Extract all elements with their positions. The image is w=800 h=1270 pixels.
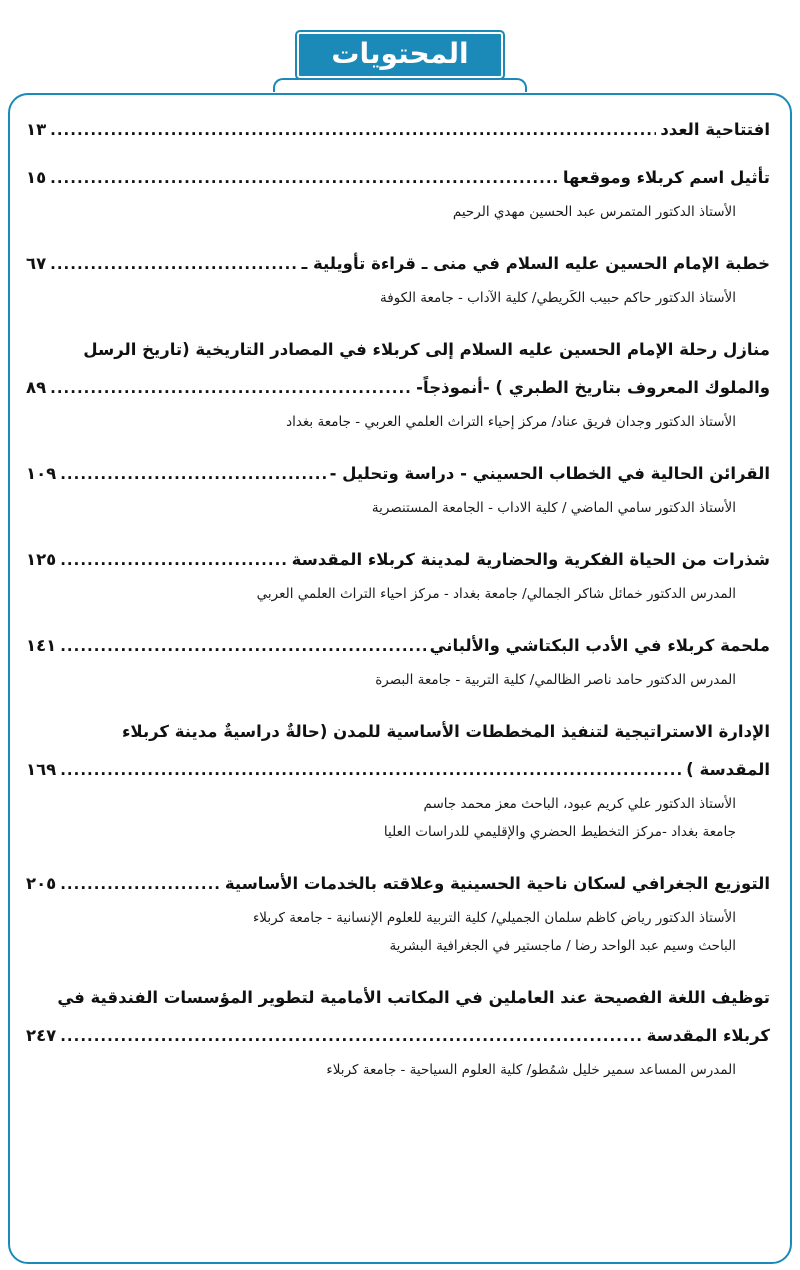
dot-leader [60,1022,642,1050]
dot-leader [60,460,325,488]
toc-entry-title-continued: والملوك المعروف بتاريخ الطبري ) -أنموذجاً- [416,378,770,397]
toc-entry-line[interactable] [26,460,770,498]
dot-leader [60,870,221,898]
toc-entry [26,96,770,154]
dot-leader [60,756,682,784]
toc-entry-title: توظيف اللغة الفصيحة عند العاملين في المكاتب الأمامية لتطوير المؤسسات الفندقية في [57,988,770,1007]
toc-entry-line[interactable] [26,164,770,202]
toc-author: الأستاذ الدكتور سامي الماضي / كلية الاداب - الجامعة المستنصرية [371,500,736,516]
toc-entry [26,698,770,850]
toc-entry [26,230,770,316]
toc-author: الأستاذ الدكتور وجدان فريق عناد/ مركز إحياء التراث العلمي العربي - جامعة بغداد [286,414,736,430]
toc-entry-title-continued: المقدسة ) [686,760,770,779]
toc-entry-line[interactable] [26,546,770,584]
toc-page-number: ٦٧ [26,254,47,273]
toc-entry-line[interactable] [26,632,770,670]
toc-page-number: ٢٠٥ [26,874,57,893]
toc-entry [26,526,770,612]
page-title: المحتويات [297,32,502,78]
toc-entry-line-1[interactable] [26,984,770,1022]
dot-leader [50,164,559,192]
toc-page-number: ١٢٥ [26,550,57,569]
toc-page-number: ١٦٩ [26,760,57,779]
toc-entry-title-continued: كربلاء المقدسة [646,1026,770,1045]
toc-entry-title: افتتاحية العدد [660,120,770,139]
toc-author: الأستاذ الدكتور حاكم حبيب الكَريطي/ كلية الآداب - جامعة الكوفة [380,290,736,306]
toc-entry-line[interactable] [26,870,770,908]
dot-leader [60,546,287,574]
toc-entry-title: ملحمة كربلاء في الأدب البكتاشي والألباني [429,636,770,655]
toc-entry-line[interactable] [26,116,770,154]
toc-list [26,96,770,1088]
toc-entry-line-2[interactable] [26,1022,770,1060]
toc-page-number: ١٤١ [26,636,57,655]
toc-entry [26,612,770,698]
toc-entry-title: خطبة الإمام الحسين عليه السلام في منى ـ قراءة تأويلية ـ [301,254,770,273]
toc-page-number: ١٠٩ [26,464,57,483]
toc-author: الأستاذ الدكتور المتمرس عبد الحسين مهدي الرحيم [452,204,736,220]
toc-entry [26,964,770,1088]
toc-author: الأستاذ الدكتور رياض كاظم سلمان الجميلي/ كلية التربية للعلوم الإنسانية - جامعة كربلاء [252,910,736,926]
toc-page-number: ٨٩ [26,378,47,397]
toc-author: المدرس الدكتور خمائل شاكر الجمالي/ جامعة بغداد - مركز احياء التراث العلمي العربي [256,586,736,602]
toc-entry-title: القرائن الحالية في الخطاب الحسيني - دراسة وتحليل - [329,464,770,483]
toc-author: المدرس المساعد سمير خليل شمُطو/ كلية العلوم السياحية - جامعة كربلاء [326,1062,736,1078]
toc-entry-title: تأثيل اسم كربلاء وموقعها [562,168,770,187]
toc-entry [26,440,770,526]
toc-entry-line[interactable] [26,250,770,288]
toc-page-number: ٢٤٧ [26,1026,57,1045]
toc-entry-line-1[interactable] [26,336,770,374]
toc-entry [26,316,770,440]
dot-leader [50,250,297,278]
toc-entry-line-2[interactable] [26,374,770,412]
toc-entry-title: التوزيع الجغرافي لسكان ناحية الحسينية وعلاقته بالخدمات الأساسية [224,874,770,893]
toc-entry-line-2[interactable] [26,756,770,794]
toc-entry-title: شذرات من الحياة الفكرية والحضارية لمدينة كربلاء المقدسة [291,550,770,569]
dot-leader [50,116,656,144]
toc-author: المدرس الدكتور حامد ناصر الظالمي/ كلية التربية - جامعة البصرة [375,672,736,688]
toc-page-number: ١٥ [26,168,47,187]
toc-entry-title: منازل رحلة الإمام الحسين عليه السلام إلى كربلاء في المصادر التاريخية (تاريخ الرسل [83,340,770,359]
toc-author: الأستاذ الدكتور علي كريم عبود، الباحث معز محمد جاسم [423,796,736,812]
title-banner [0,32,800,78]
toc-author: الباحث وسيم عبد الواحد رضا / ماجستير في الجغرافية البشرية [389,938,736,954]
toc-entry [26,154,770,230]
toc-entry-line-1[interactable] [26,718,770,756]
toc-entry-title: الإدارة الاستراتيجية لتنفيذ المخططات الأساسية للمدن (حالةٌ دراسيةٌ مدينة كربلاء [122,722,770,741]
dot-leader [60,632,425,660]
toc-page-number: ١٣ [26,120,47,139]
dot-leader [50,374,412,402]
toc-author-affiliation: جامعة بغداد -مركز التخطيط الحضري والإقليمي للدراسات العليا [383,824,736,840]
toc-entry [26,850,770,964]
